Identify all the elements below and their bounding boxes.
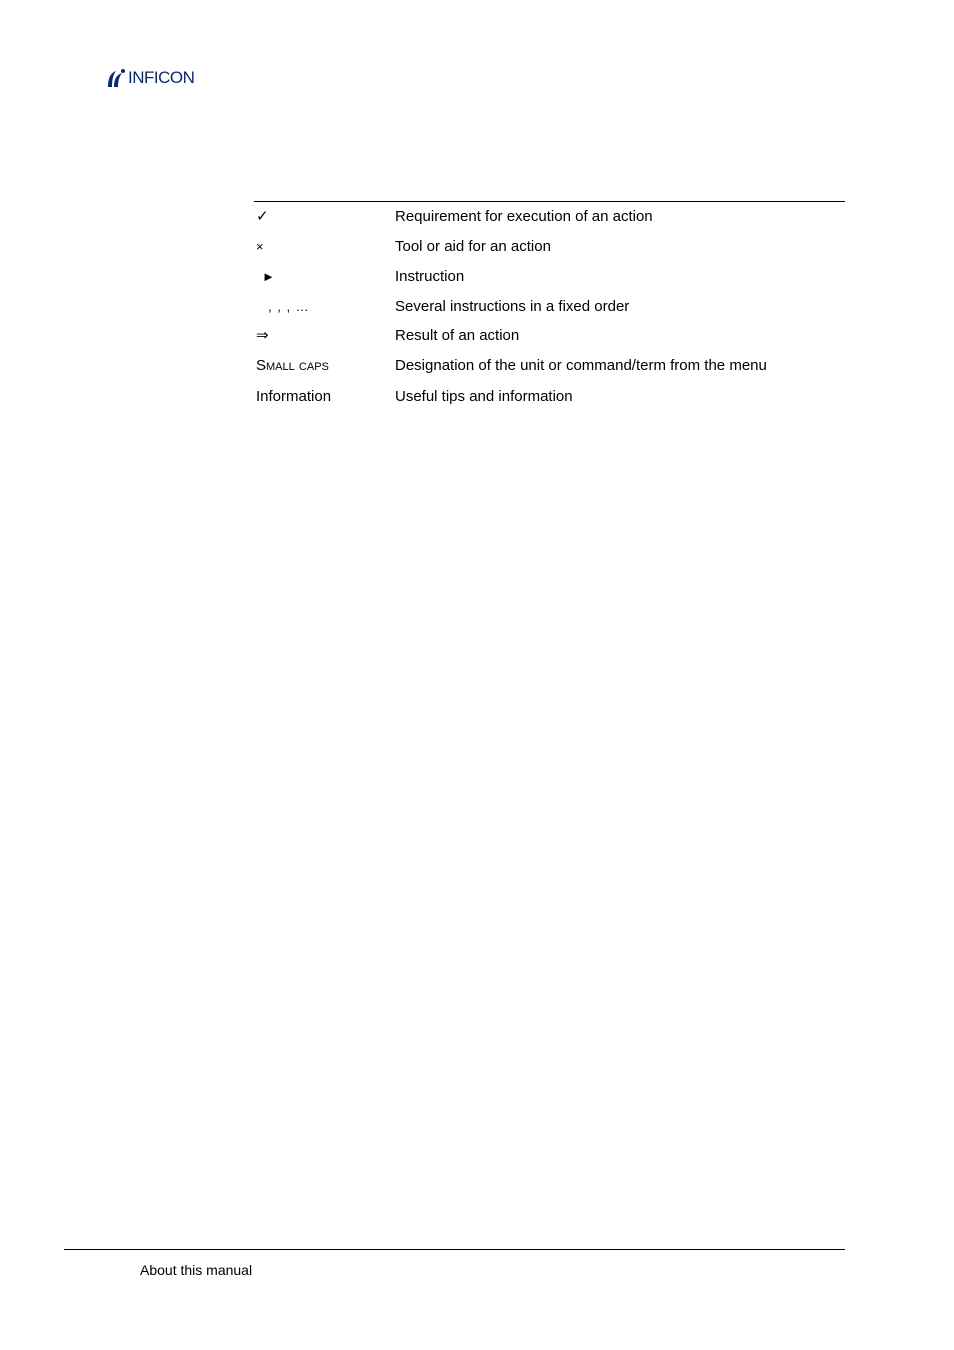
cross-icon: × <box>256 239 264 254</box>
row-description: Useful tips and information <box>395 387 573 405</box>
symbols-table <box>254 201 845 412</box>
triangle-right-icon: ► <box>262 269 275 284</box>
table-row <box>254 292 845 321</box>
checkmark-icon: ✓ <box>256 208 269 225</box>
double-arrow-right-icon: ⇒ <box>256 326 269 344</box>
row-description: Tool or aid for an action <box>395 238 551 255</box>
row-description: Requirement for execution of an action <box>395 208 653 225</box>
table-row <box>254 350 845 381</box>
row-description: Result of an action <box>395 326 520 344</box>
footer-section-title: About this manual <box>140 1262 253 1278</box>
row-description: Instruction <box>395 268 465 285</box>
logo-wordmark: INFICON <box>128 68 195 87</box>
small-caps-label: Small caps <box>256 356 329 374</box>
table-row <box>254 202 845 232</box>
table-row <box>254 381 845 412</box>
inficon-logo-icon <box>105 67 127 89</box>
footer-divider <box>64 1249 845 1250</box>
numbered-steps-icon: , , , … <box>268 298 310 314</box>
inficon-logo <box>105 66 194 90</box>
information-label: Information <box>256 387 332 405</box>
table-row <box>254 262 845 292</box>
row-description: Designation of the unit or command/term from the menu <box>395 356 767 374</box>
table-row <box>254 232 845 262</box>
row-description: Several instructions in a fixed order <box>395 297 630 315</box>
table-row <box>254 321 845 350</box>
